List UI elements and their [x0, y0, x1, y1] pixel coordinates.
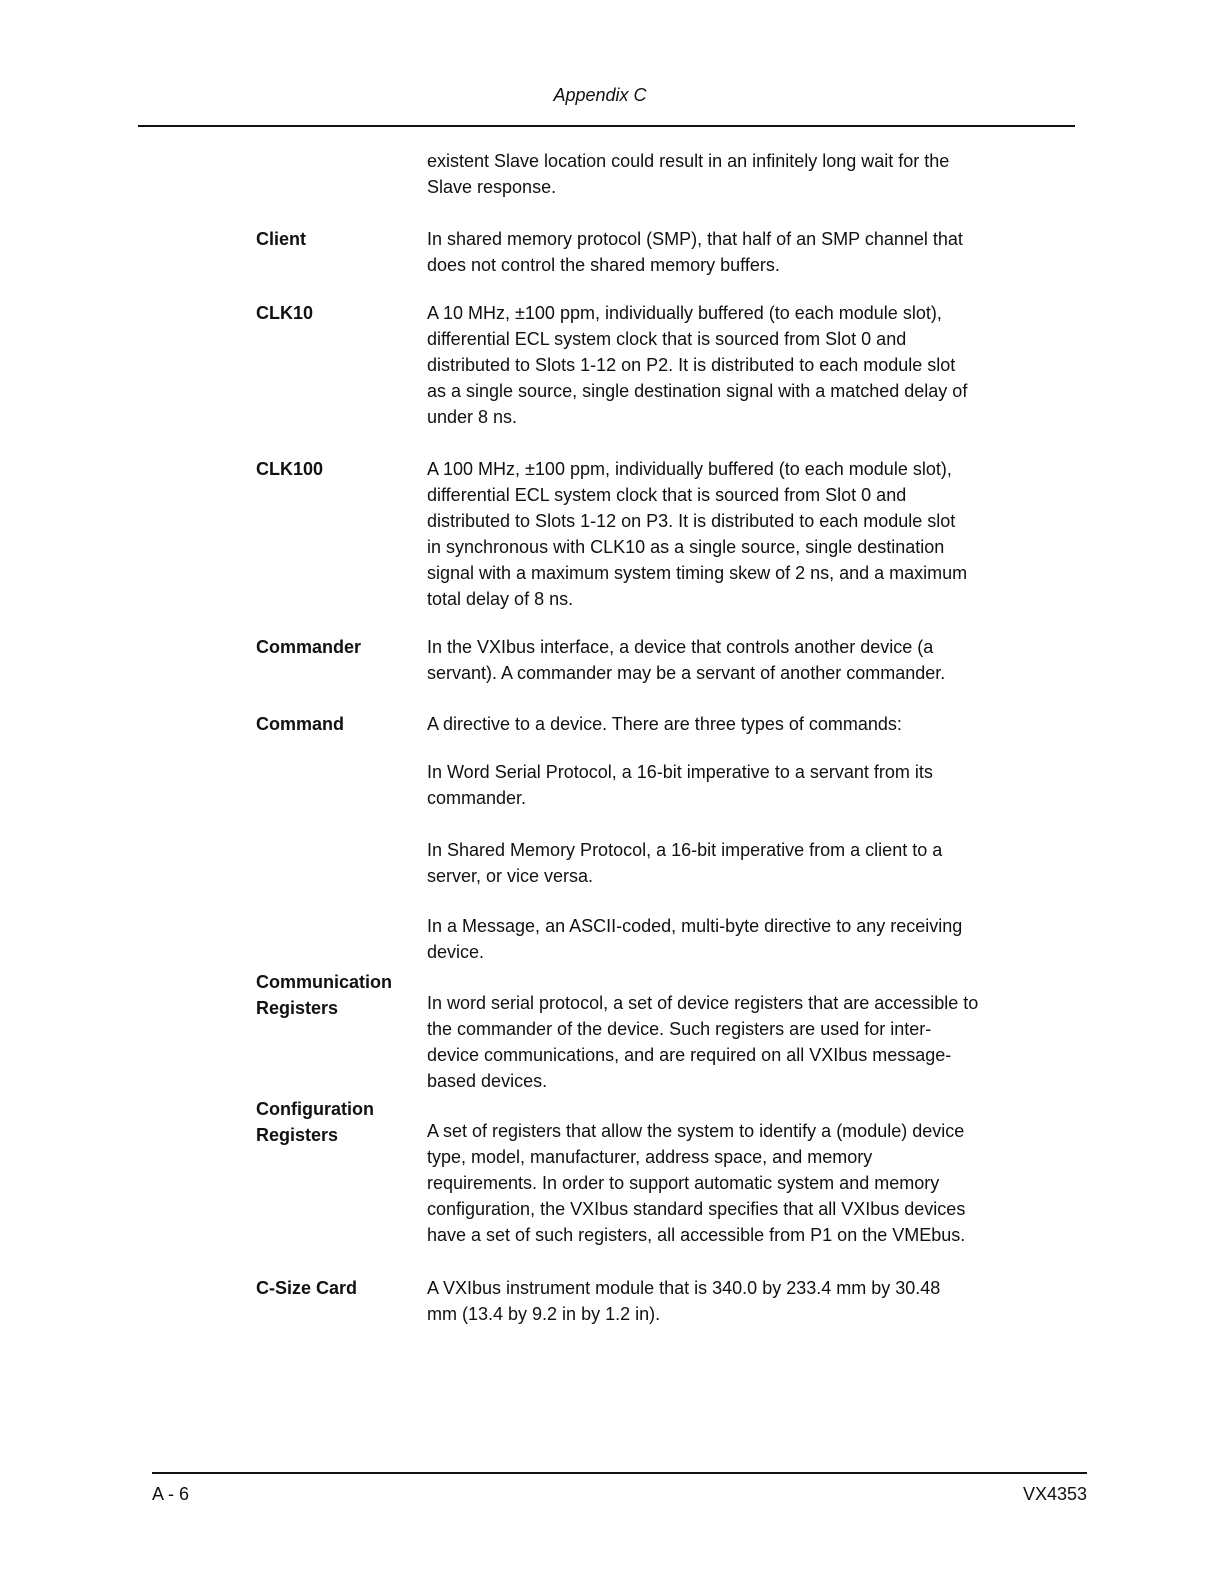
definition-line: In shared memory protocol (SMP), that half of an SMP channel that	[427, 229, 963, 249]
glossary-term	[256, 634, 361, 660]
definition-line: In Word Serial Protocol, a 16-bit imperative to a servant from its	[427, 762, 933, 782]
glossary-definition	[427, 759, 933, 811]
definition-line: mm (13.4 by 9.2 in by 1.2 in).	[427, 1304, 661, 1324]
definition-line: commander.	[427, 788, 527, 808]
term-line: Registers	[256, 998, 339, 1018]
definition-line: A directive to a device. There are three types of commands:	[427, 714, 902, 734]
definition-line: differential ECL system clock that is sourced from Slot 0 and	[427, 329, 907, 349]
term-line: C-Size Card	[256, 1278, 358, 1298]
term-line: Configuration	[256, 1099, 374, 1119]
glossary-definition	[427, 990, 978, 1094]
glossary-definition	[427, 226, 963, 278]
definition-line: server, or vice versa.	[427, 866, 594, 886]
definition-line: device.	[427, 942, 485, 962]
definition-line: differential ECL system clock that is sourced from Slot 0 and	[427, 485, 907, 505]
definition-line: A 10 MHz, ±100 ppm, individually buffered (to each module slot),	[427, 303, 942, 323]
definition-line: under 8 ns.	[427, 407, 518, 427]
term-line: CLK10	[256, 303, 314, 323]
definition-line: have a set of such registers, all accessible from P1 on the VMEbus.	[427, 1225, 966, 1245]
glossary-term	[256, 1275, 357, 1301]
footer-rule	[152, 1472, 1087, 1474]
definition-line: device communications, and are required on all VXIbus message-	[427, 1045, 952, 1065]
glossary-definition	[427, 456, 967, 612]
glossary-definition	[427, 1275, 940, 1327]
definition-line: servant). A commander may be a servant of another commander.	[427, 663, 946, 683]
definition-line: does not control the shared memory buffers.	[427, 255, 780, 275]
definition-line: Slave response.	[427, 177, 557, 197]
glossary-term	[256, 1096, 374, 1148]
definition-line: distributed to Slots 1-12 on P2. It is distributed to each module slot	[427, 355, 956, 375]
glossary-term	[256, 456, 323, 482]
glossary-definition	[427, 913, 962, 965]
definition-line: as a single source, single destination signal with a matched delay of	[427, 381, 968, 401]
glossary-term	[256, 969, 392, 1021]
definition-line: total delay of 8 ns.	[427, 589, 574, 609]
page-header: Appendix C	[553, 85, 647, 105]
glossary-definition	[427, 148, 949, 200]
definition-line: A set of registers that allow the system to identify a (module) device	[427, 1121, 965, 1141]
definition-line: A VXIbus instrument module that is 340.0 by 233.4 mm by 30.48	[427, 1278, 941, 1298]
glossary-definition	[427, 634, 945, 686]
glossary-term	[256, 226, 306, 252]
glossary-definition	[427, 837, 942, 889]
definition-line: In the VXIbus interface, a device that controls another device (a	[427, 637, 934, 657]
term-line: Commander	[256, 637, 362, 657]
definition-line: signal with a maximum system timing skew of 2 ns, and a maximum	[427, 563, 968, 583]
document-id: VX4353	[1022, 1484, 1087, 1504]
term-line: Command	[256, 714, 345, 734]
header-rule	[138, 125, 1075, 127]
definition-line: existent Slave location could result in an infinitely long wait for the	[427, 151, 950, 171]
definition-line: type, model, manufacturer, address space, and memory	[427, 1147, 873, 1167]
definition-line: distributed to Slots 1-12 on P3. It is distributed to each module slot	[427, 511, 956, 531]
definition-line: A 100 MHz, ±100 ppm, individually buffered (to each module slot),	[427, 459, 952, 479]
definition-line: requirements. In order to support automatic system and memory	[427, 1173, 940, 1193]
glossary-term	[256, 300, 313, 326]
term-line: Registers	[256, 1125, 339, 1145]
definition-line: In a Message, an ASCII-coded, multi-byte directive to any receiving	[427, 916, 963, 936]
definition-line: in synchronous with CLK10 as a single source, single destination	[427, 537, 945, 557]
term-line: Communication	[256, 972, 393, 992]
page-number: A - 6	[152, 1484, 190, 1504]
definition-line: the commander of the device. Such registers are used for inter-	[427, 1019, 932, 1039]
glossary-term	[256, 711, 344, 737]
definition-line: In Shared Memory Protocol, a 16-bit imperative from a client to a	[427, 840, 943, 860]
term-line: Client	[256, 229, 307, 249]
term-line: CLK100	[256, 459, 324, 479]
glossary-definition	[427, 300, 967, 430]
glossary-definition	[427, 711, 902, 737]
definition-line: based devices.	[427, 1071, 548, 1091]
definition-line: In word serial protocol, a set of device registers that are accessible to	[427, 993, 979, 1013]
definition-line: configuration, the VXIbus standard specifies that all VXIbus devices	[427, 1199, 966, 1219]
glossary-definition	[427, 1118, 965, 1248]
